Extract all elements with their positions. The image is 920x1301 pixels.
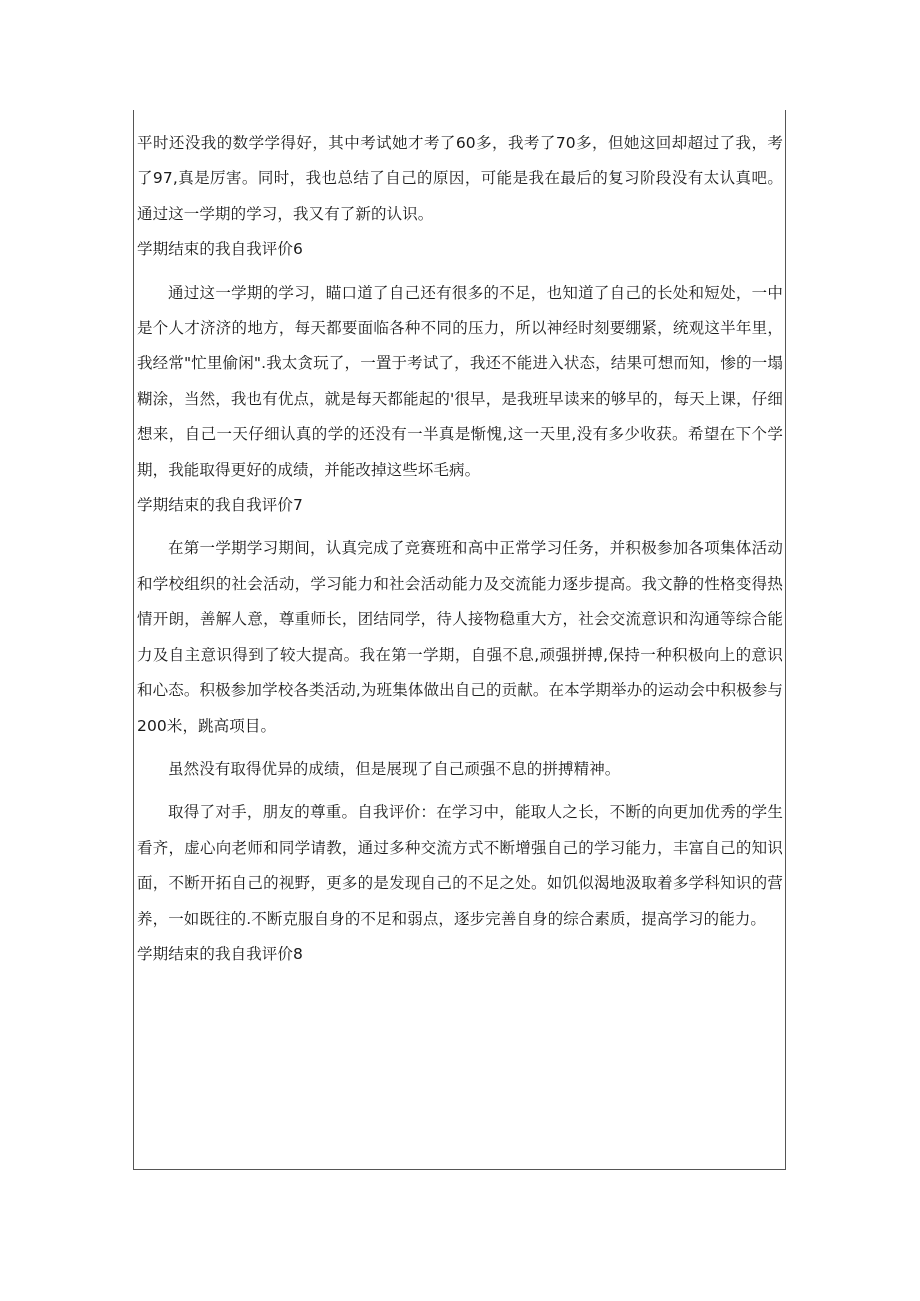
- section-7-paragraph-2: 虽然没有取得优异的成绩，但是展现了自己顽强不息的拼搏精神。: [168, 759, 621, 778]
- section-7-paragraph-1: 在第一学期学习期间，认真完成了竞赛班和高中正常学习任务，并积极参加各项集体活动和学校组织的社会活动，学习能力和社会活动能力及交流能力逐步提高。我文静的性格变得热情开朗，善解人意，尊重师长，团结同学，待人接物稳重大方，社会交流意识和沟通等综合能力及自主意识得到了较大提高。我在第一学期，自强不息,顽强拼搏,保持一种积极向上的意识和心态。积极参加学校各类活动,为班集体做出自己的贡献。在本学期举办的运动会中积极参与200米，跳高项目。: [137, 539, 783, 735]
- section-6-heading: 学期结束的我自我评价6: [137, 240, 303, 259]
- section-7-paragraph-3: 取得了对手，朋友的尊重。自我评价：在学习中，能取人之长，不断的向更加优秀的学生看齐，虚心向老师和同学请教，通过多种交流方式不断增强自己的学习能力，丰富自己的知识面，不断开拓自己的视野，更多的是发现自己的不足之处。如饥似渴地汲取着多学科知识的营养，一如既往的.不断克服自身的不足和弱点，逐步完善自身的综合素质，提高学习的能力。: [137, 803, 783, 928]
- document-body: [137, 126, 783, 972]
- section-6-paragraph: 通过这一学期的学习，瞄口道了自己还有很多的不足，也知道了自己的长处和短处，一中是个人才济济的地方，每天都要面临各种不同的压力，所以神经时刻要绷紧，统观这半年里，我经常"忙里偷闲".我太贪玩了，一置于考试了，我还不能进入状态，结果可想而知，惨的一塌糊涂，当然，我也有优点，就是每天都能起的'很早，是我班早读来的够早的，每天上课，仔细想来，自己一天仔细认真的学的还没有一半真是惭愧,这一天里,没有多少收获。希望在下个学期，我能取得更好的成绩，并能改掉这些坏毛病。: [137, 283, 783, 479]
- section-7-heading: 学期结束的我自我评价7: [137, 496, 303, 515]
- section-8-heading: 学期结束的我自我评价8: [137, 944, 303, 963]
- paragraph-continuation: 平时还没我的数学学得好，其中考试她才考了60多，我考了70多，但她这回却超过了我，考了97,真是厉害。同时，我也总结了自己的原因，可能是我在最后的复习阶段没有太认真吧。通过这一学期的学习，我又有了新的认识。: [137, 134, 783, 223]
